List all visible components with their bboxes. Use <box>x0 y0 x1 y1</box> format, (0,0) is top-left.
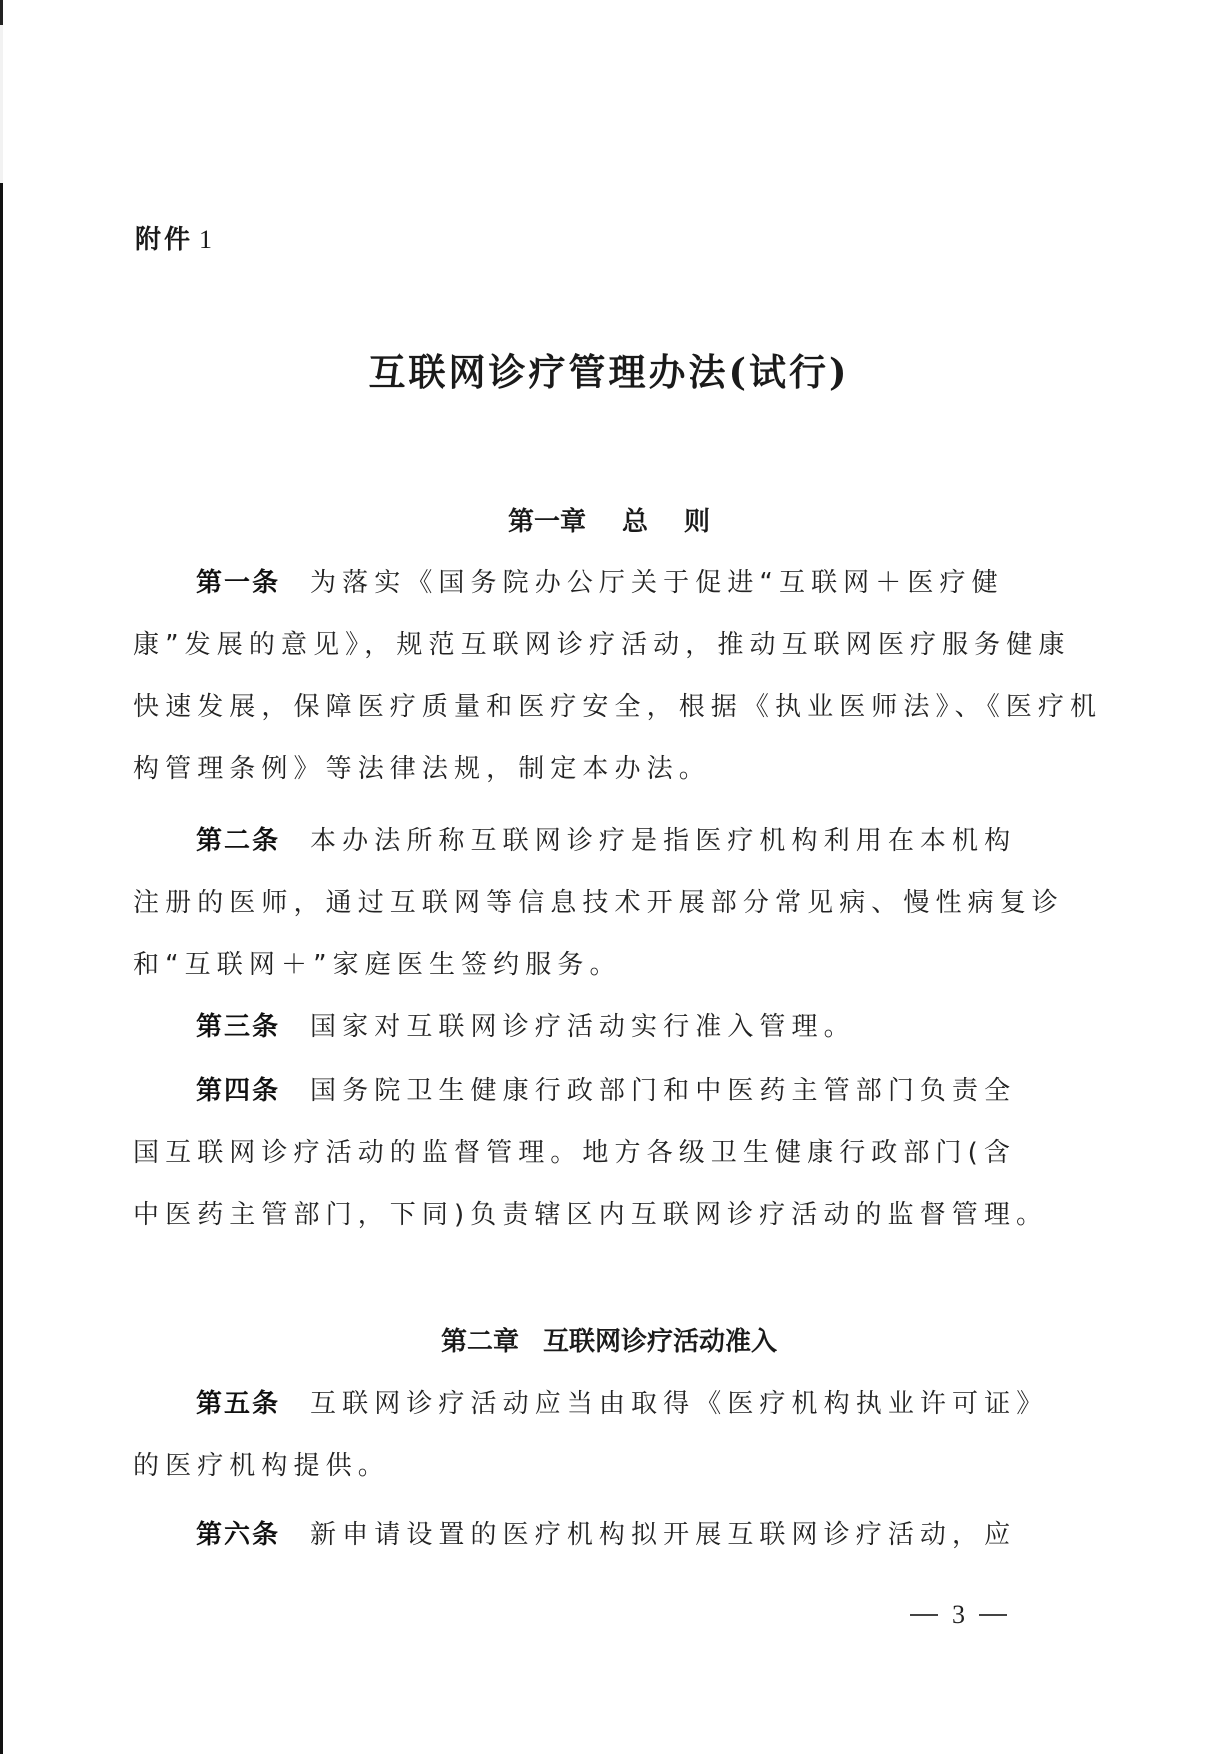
document-title: 互联网诊疗管理办法(试行) <box>368 350 850 394</box>
article-1-line-1 <box>196 565 1116 601</box>
chapter-2-title: 互联网诊疗活动准入 <box>543 1327 778 1357</box>
page-number-dash-right <box>979 1614 1007 1616</box>
article-2-line-3: 和“互联网＋”家庭医生签约服务。 <box>133 950 622 980</box>
chapter-2-number: 第二章 <box>440 1327 519 1357</box>
article-1-line-4: 构管理条例》等法律法规，制定本办法。 <box>133 754 711 784</box>
chapter-1-heading <box>0 504 1218 540</box>
article-5-text: 互联网诊疗活动应当由取得《医疗机构执业许可证》 <box>310 1389 1049 1419</box>
article-2-line-2: 注册的医师，通过互联网等信息技术开展部分常见病、慢性病复诊 <box>133 888 1064 918</box>
article-5-line-2: 的医疗机构提供。 <box>133 1451 390 1481</box>
article-2-text: 本办法所称互联网诊疗是指医疗机构利用在本机构 <box>310 826 1017 856</box>
article-5-line-1 <box>196 1386 1116 1422</box>
article-4-text: 国务院卫生健康行政部门和中医药主管部门负责全 <box>310 1076 1017 1106</box>
chapter-1-title-part-2: 则 <box>684 507 711 537</box>
article-1-line-2: 康”发展的意见》，规范互联网诊疗活动，推动互联网医疗服务健康 <box>133 630 1071 660</box>
article-4-label: 第四条 <box>196 1076 281 1106</box>
article-2-label: 第二条 <box>196 826 281 856</box>
article-1-text: 为落实《国务院办公厅关于促进“互联网＋医疗健 <box>310 568 1004 598</box>
chapter-2-heading <box>0 1324 1218 1360</box>
attachment-label <box>135 222 215 258</box>
article-1-label: 第一条 <box>196 568 281 598</box>
chapter-1-number: 第一章 <box>507 507 586 537</box>
article-6-line-1 <box>196 1517 1116 1553</box>
attachment-label-text: 附件 <box>135 225 194 255</box>
page-number-dash-left <box>910 1614 938 1616</box>
article-1-line-3: 快速发展，保障医疗质量和医疗安全，根据《执业医师法》、《医疗机 <box>133 692 1103 722</box>
article-4-line-3: 中医药主管部门，下同)负责辖区内互联网诊疗活动的监督管理。 <box>133 1200 1049 1230</box>
article-4-line-2: 国互联网诊疗活动的监督管理。地方各级卫生健康行政部门(含 <box>133 1138 1016 1168</box>
article-3-text: 国家对互联网诊疗活动实行准入管理。 <box>310 1012 856 1042</box>
page-number <box>910 1600 1007 1630</box>
article-6-text: 新申请设置的医疗机构拟开展互联网诊疗活动，应 <box>310 1520 1017 1550</box>
page-number-value: 3 <box>952 1600 965 1629</box>
article-5-label: 第五条 <box>196 1389 281 1419</box>
attachment-number: 1 <box>199 225 216 254</box>
article-3-line-1 <box>196 1009 1116 1045</box>
article-3-label: 第三条 <box>196 1012 281 1042</box>
article-6-label: 第六条 <box>196 1520 281 1550</box>
chapter-1-title-part-1: 总 <box>621 507 648 537</box>
scan-left-edge <box>0 0 3 1754</box>
article-4-line-1 <box>196 1073 1116 1109</box>
article-2-line-1 <box>196 823 1116 859</box>
